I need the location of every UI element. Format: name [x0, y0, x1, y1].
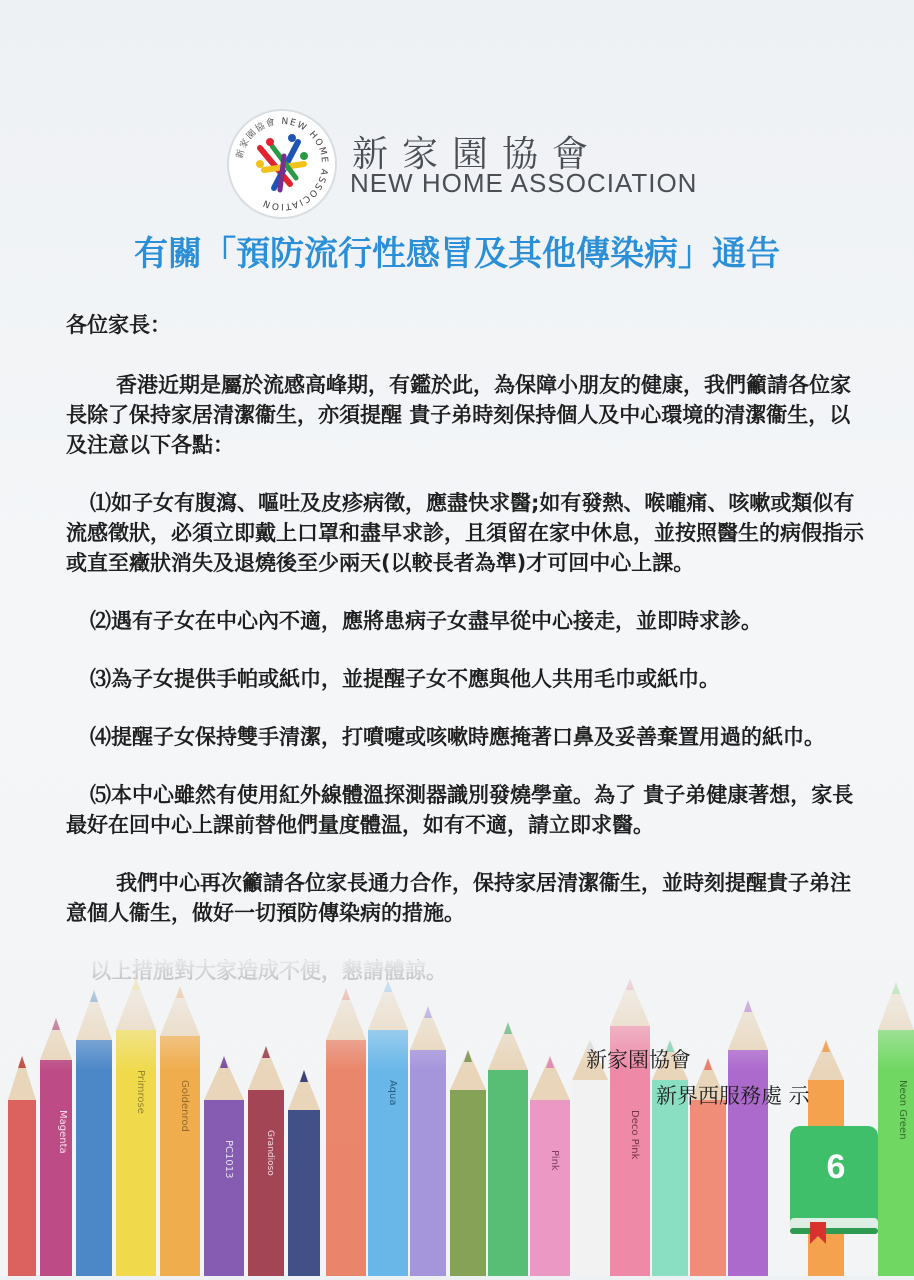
point-2: ⑵遇有子女在中心內不適，應將患病子女盡早從中心接走，並即時求診。: [90, 609, 762, 633]
pencil-olive-icon: [450, 1050, 486, 1276]
pencil-label-goldenrod: Goldenrod: [179, 1080, 190, 1132]
pencils-decoration: [0, 960, 914, 1276]
pencil-label-primrose: Primrose: [135, 1070, 146, 1114]
pencil-pink-icon: [530, 1056, 570, 1276]
greeting: 各位家長：: [66, 313, 171, 337]
pencil-label-neon-green: Neon Green: [897, 1080, 908, 1140]
signature-org: 新家園協會: [586, 1048, 691, 1072]
page-number: 6: [826, 1148, 846, 1186]
logo-ring-text: 新家園協會 NEW HOME ASSOCIATION: [235, 116, 330, 212]
colored-pencils-icon: [0, 960, 914, 1276]
point-4: ⑷提醒子女保持雙手清潔，打噴嚏或咳嗽時應掩著口鼻及妥善棄置用過的紙巾。: [90, 725, 825, 749]
appeal-paragraph: 我們中心再次籲請各位家長通力合作，保持家居清潔衞生，並時刻提醒貴子弟注意個人衞生，做好一切預防傳染病的措施。: [66, 871, 851, 925]
point-1: ⑴如子女有腹瀉、嘔吐及皮疹病徵，應盡快求醫;如有發熱、喉嚨痛、咳嗽或類似有流感徵狀，必須立即戴上口罩和盡早求診，且須留在家中休息，並按照醫生的病假指示或直至癥狀消失及退燒後至少兩天(以較長者為準)才可回中心上課。: [66, 491, 864, 575]
pencil-label-pc1013: PC1013: [223, 1140, 234, 1179]
point-5: ⑸本中心雖然有使用紅外線體溫探測器識別發燒學童。為了 貴子弟健康著想，家長最好在回中心上課前替他們量度體温，如有不適，請立即求醫。: [66, 783, 854, 837]
brand-name-english: NEW HOME ASSOCIATION: [350, 168, 698, 198]
pencil-label-grandioso: Grandioso: [265, 1130, 275, 1176]
pencil-label-aqua: Aqua: [387, 1080, 398, 1106]
signature-branch: 新界西服務處 示: [656, 1084, 810, 1108]
pencil-navy-icon: [288, 1070, 320, 1276]
pencil-mint-icon: [652, 1040, 688, 1276]
pencil-label-magenta: Magenta: [57, 1110, 68, 1154]
intro-paragraph: 香港近期是屬於流感高峰期，有鑑於此，為保障小朋友的健康，我們籲請各位家長除了保持家居清潔衞生，亦須提醒 貴子弟時刻保持個人及中心環境的清潔衞生，以及注意以下各點：: [66, 373, 851, 457]
association-logo: [226, 108, 338, 220]
notice-title: 有關「預防流行性感冒及其他傳染病」通告: [134, 234, 780, 274]
logo-emblem-icon: [226, 108, 338, 220]
point-3: ⑶為子女提供手帕或紙巾，並提醒子女不應與他人共用毛巾或紙巾。: [90, 667, 720, 691]
pencil-white-icon: [572, 1040, 608, 1276]
pencil-label-pink: Pink: [549, 1150, 560, 1171]
pencil-purple-icon: [204, 1056, 244, 1276]
brand-name-chinese: 新家園協會: [352, 134, 603, 175]
pencil-red-icon: [8, 1056, 36, 1276]
notice-body: [66, 310, 866, 986]
pencil-label-deco-pink: Deco Pink: [629, 1110, 640, 1160]
pencil-maroon-icon: [248, 1046, 284, 1276]
